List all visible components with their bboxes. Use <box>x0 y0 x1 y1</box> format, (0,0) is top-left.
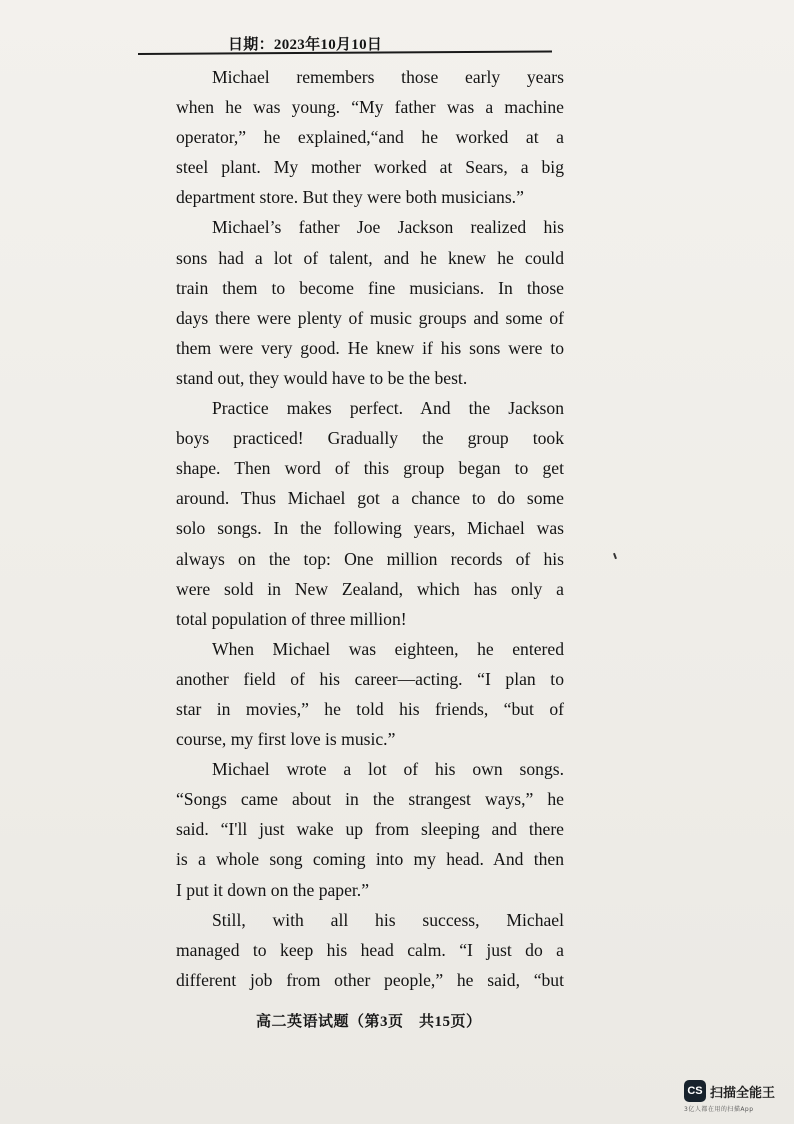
text-line: sons had a lot of talent, and he knew he could <box>176 247 564 268</box>
article-body <box>176 62 564 995</box>
scanner-watermark <box>684 1080 775 1113</box>
text-line: operator,” he explained,“and he worked at a <box>176 127 564 148</box>
text-line: Practice makes perfect. And the Jackson <box>212 398 564 419</box>
page-date: 日期：2023年10月10日 <box>228 37 383 53</box>
text-line: when he was young. “My father was a machine <box>176 97 564 118</box>
watermark-row <box>684 1080 775 1102</box>
text-line: Michael wrote a lot of his own songs. <box>212 759 564 780</box>
text-line: department store. But they were both musicians.” <box>176 187 524 208</box>
text-line: boys practiced! Gradually the group took <box>176 428 564 449</box>
text-line: train them to become fine musicians. In those <box>176 277 564 298</box>
text-line: stand out, they would have to be the best. <box>176 367 468 388</box>
text-line: star in movies,” he told his friends, “but of <box>176 698 564 719</box>
text-line: Michael remembers those early years <box>212 67 564 87</box>
page-footer: 高二英语试题（第3页 共15页） <box>256 1014 482 1030</box>
text-line: solo songs. In the following years, Michael was <box>176 518 564 539</box>
text-line: around. Thus Michael got a chance to do some <box>176 488 564 509</box>
paragraph <box>176 754 564 904</box>
text-line: always on the top: One million records of his <box>176 548 564 569</box>
header-rule <box>138 50 552 55</box>
paragraph <box>176 393 564 634</box>
text-line: another field of his career—acting. “I plan to <box>176 668 564 689</box>
watermark-app-name: 扫描全能王 <box>710 1085 776 1101</box>
text-line: total population of three million! <box>176 608 407 629</box>
watermark-tagline: 3亿人都在用的扫描App <box>684 1106 754 1113</box>
text-line: I put it down on the paper.” <box>176 879 369 900</box>
text-line: “Songs came about in the strangest ways,” he <box>176 789 564 810</box>
paragraph <box>176 212 564 393</box>
paragraph <box>176 62 564 212</box>
text-line: Michael’s father Joe Jackson realized his <box>212 217 564 238</box>
camscanner-logo-icon: CS <box>684 1080 706 1102</box>
text-line: days there were plenty of music groups and some of <box>176 307 564 328</box>
paragraph <box>176 905 564 995</box>
text-line: Still, with all his success, Michael <box>212 909 564 930</box>
text-line: them were very good. He knew if his sons were to <box>176 337 564 358</box>
text-line: steel plant. My mother worked at Sears, a big <box>176 157 564 178</box>
text-line: different job from other people,” he said, “but <box>176 969 564 990</box>
text-line: shape. Then word of this group began to get <box>176 458 564 479</box>
text-line: managed to keep his head calm. “I just do a <box>176 939 564 960</box>
text-line: When Michael was eighteen, he entered <box>212 638 564 659</box>
text-line: said. “I'll just wake up from sleeping and there <box>176 819 564 840</box>
paragraph <box>176 634 564 754</box>
scan-speck <box>613 553 617 559</box>
text-line: is a whole song coming into my head. And then <box>176 849 564 870</box>
text-line: course, my first love is music.” <box>176 729 396 750</box>
text-line: were sold in New Zealand, which has only a <box>176 578 564 599</box>
